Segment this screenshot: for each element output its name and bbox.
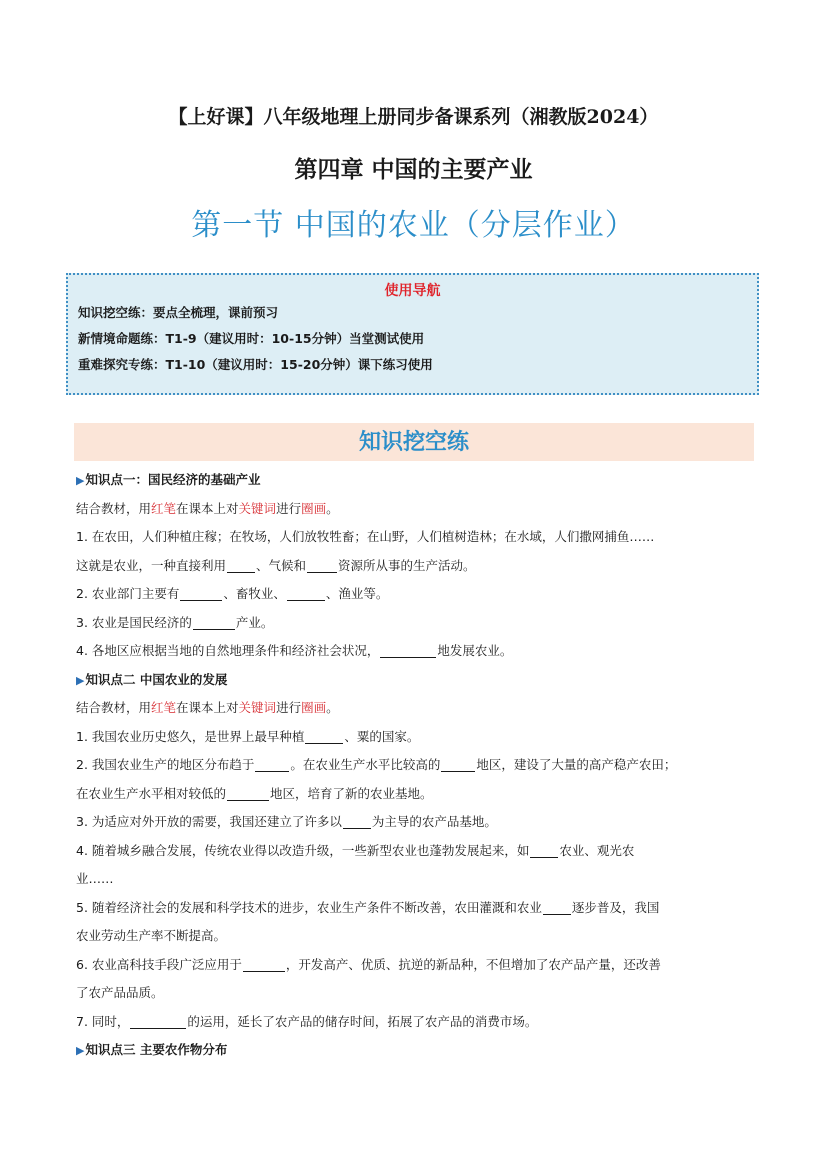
usage-guide-title: 使用导航 [384,283,441,299]
guide-line-classroom: 新情境命题练：T1-9（建议用时：10-15分钟）当堂测试使用 [78,331,425,346]
fill-blank[interactable] [243,957,285,972]
guide-line-homework: 重难探究专练：T1-10（建议用时：15-20分钟）课下练习使用 [78,357,433,372]
usage-guide-box [66,273,759,395]
fill-blank[interactable] [130,1014,186,1029]
fill-blank[interactable] [287,586,325,601]
guide-line-preview: 知识挖空练：要点全梳理，课前预习 [78,305,279,320]
fill-blank[interactable] [227,786,269,801]
question-text: 业…… [76,871,114,886]
fill-blank[interactable] [441,757,475,772]
fill-blank[interactable] [380,643,436,658]
exercise-content [76,466,756,1065]
section-title: 第一节 中国的农业（分层作业） [191,208,636,243]
triangle-icon: ▶ [76,673,85,687]
question-text: 4. 随着城乡融合发展，传统农业得以改造升级，一些新型农业也蓬勃发展起来，如 农业、观光农 [76,842,635,858]
question-text: 了农产品品质。 [76,985,164,1000]
knowledge-point-heading: ▶知识点三 主要农作物分布 [76,1042,228,1057]
chapter-title: 第四章 中国的主要产业 [294,157,533,183]
fill-blank[interactable] [305,729,343,744]
triangle-icon: ▶ [76,1044,85,1057]
question-text: 在农业生产水平相对较低的 地区，培育了新的农业基地。 [76,785,433,801]
fill-blank[interactable] [193,615,235,630]
series-title: 【上好课】八年级地理上册同步备课系列（湘教版2024） [168,106,659,128]
triangle-icon: ▶ [76,474,85,487]
fill-blank[interactable] [255,757,289,772]
question-text: 2. 我国农业生产的地区分布趋于 。在农业生产水平比较高的 地区，建设了大量的高产稳产农田； [76,757,677,772]
instruction-line: 结合教材，用红笔在课本上对关键词进行圈画。 [76,500,339,516]
question-text: 1. 我国农业历史悠久，是世界上最早种植 、粟的国家。 [76,728,420,744]
question-text: 7. 同时， 的运用，延长了农产品的储存时间，拓展了农产品的消费市场。 [76,1013,538,1029]
knowledge-point-heading: ▶知识点二 中国农业的发展 [76,671,228,687]
fill-blank[interactable] [343,814,371,829]
fill-blank[interactable] [180,586,222,601]
question-text: 农业劳动生产率不断提高。 [76,928,227,943]
question-text: 4. 各地区应根据当地的自然地理条件和经济社会状况， 地发展农业。 [76,643,513,658]
question-text: 5. 随着经济社会的发展和科学技术的进步，农业生产条件不断改善，农田灌溉和农业 逐步普及，我国 [76,899,660,915]
question-text: 3. 为适应对外开放的需要，我国还建立了许多以 为主导的农产品基地。 [76,814,497,829]
question-text: 6. 农业高科技手段广泛应用于 ，开发高产、优质、抗逆的新品种，不但增加了农产品产量，还改善 [76,956,661,972]
exercise-banner: 知识挖空练 [74,423,754,461]
knowledge-point-heading: ▶知识点一：国民经济的基础产业 [76,472,261,487]
fill-blank[interactable] [227,558,255,573]
fill-blank[interactable] [530,843,558,858]
question-text: 这就是农业，一种直接利用 、气候和 资源所从事的生产活动。 [76,557,476,573]
question-text: 2. 农业部门主要有 、畜牧业、 、渔业等。 [76,586,389,601]
question-text: 1. 在农田，人们种植庄稼；在牧场，人们放牧牲畜；在山野，人们植树造林；在水域，人们撒网捕鱼…… [76,529,655,544]
instruction-line: 结合教材，用红笔在课本上对关键词进行圈画。 [76,700,339,715]
fill-blank[interactable] [307,558,337,573]
question-text: 3. 农业是国民经济的 产业。 [76,614,274,630]
fill-blank[interactable] [543,900,571,915]
